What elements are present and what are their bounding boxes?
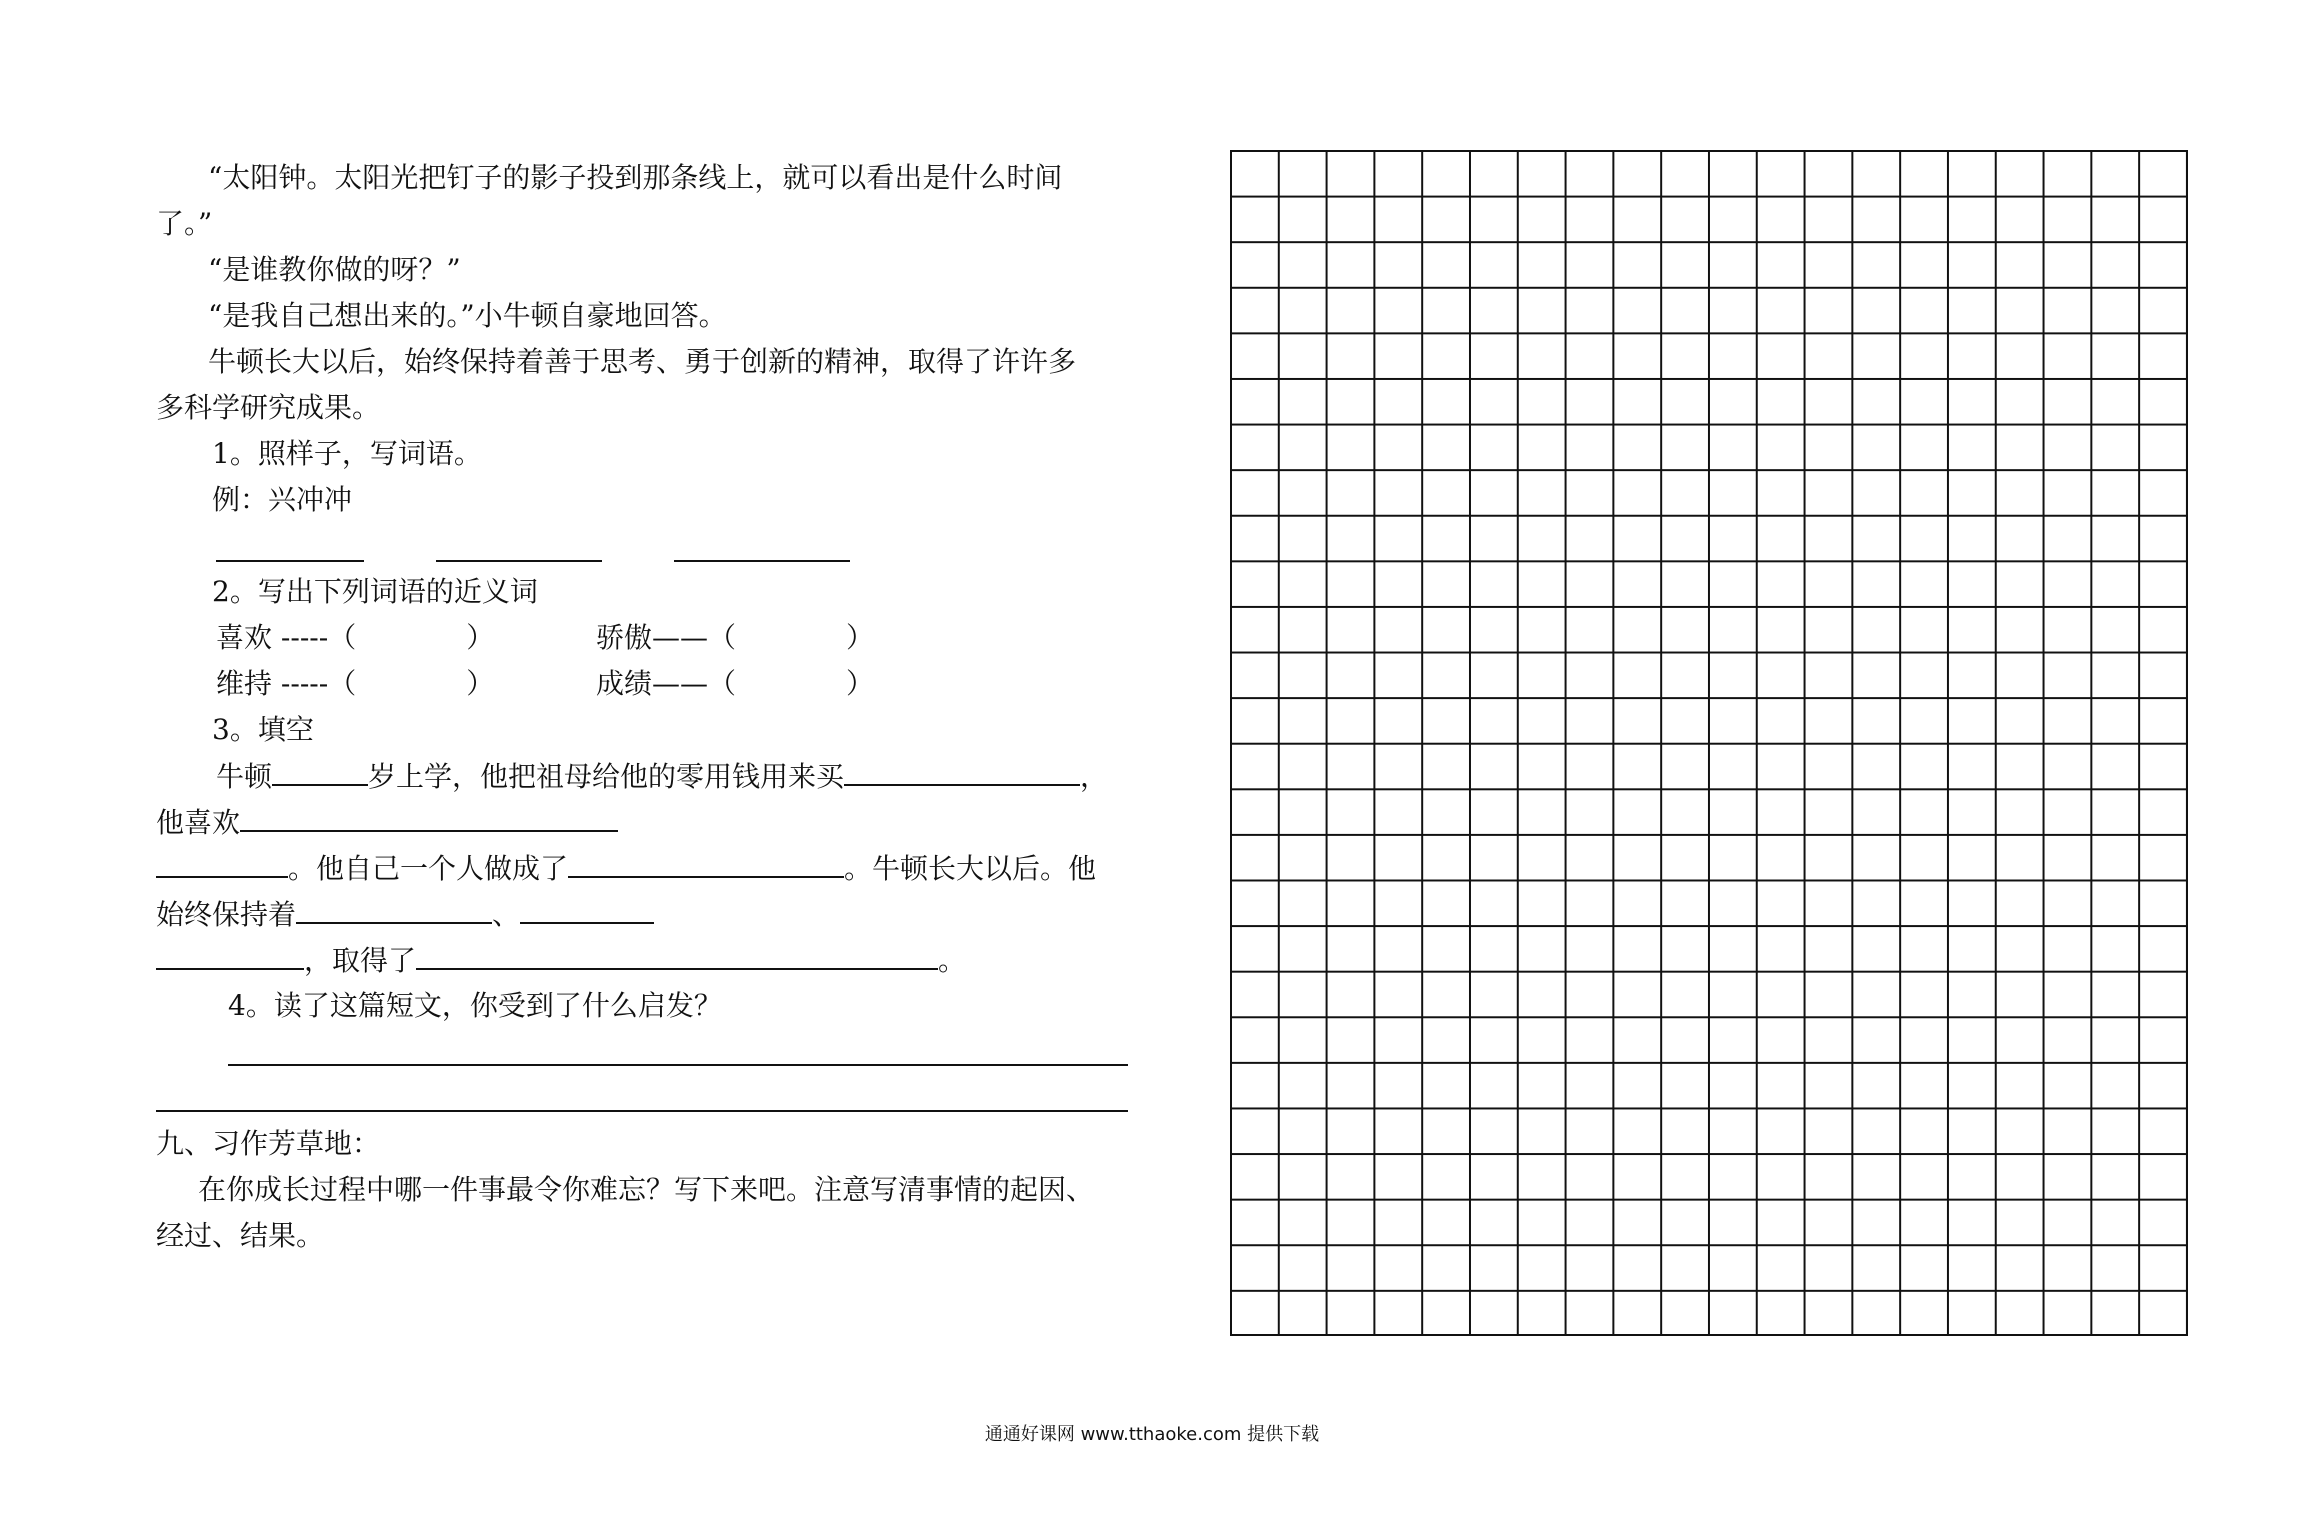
passage-line: “是我自己想出来的。”小牛顿自豪地回答。	[208, 299, 727, 332]
answer-blank[interactable]	[240, 802, 618, 832]
synonym-row	[216, 618, 874, 658]
answer-blank[interactable]	[156, 848, 288, 878]
footer-source: 通通好课网 www.tthaoke.com 提供下载	[984, 1424, 1320, 1445]
answer-blank[interactable]	[272, 756, 368, 786]
answer-blank[interactable]	[436, 560, 602, 562]
answer-blank[interactable]	[156, 940, 304, 970]
section-9-heading: 九、习作芳草地：	[156, 1127, 381, 1160]
fill-line: ，取得了 。	[156, 940, 966, 980]
answer-blank[interactable]	[568, 848, 844, 878]
writing-prompt-line: 在你成长过程中哪一件事最令你难忘？写下来吧。注意写清事情的起因、	[198, 1173, 1095, 1206]
passage-line: 了。”	[156, 207, 213, 240]
question-3-title: 3。填空	[212, 713, 314, 746]
answer-blank[interactable]	[520, 894, 654, 924]
answer-line[interactable]	[228, 1064, 1128, 1066]
synonym-item: 骄傲——（ ）	[596, 621, 875, 654]
answer-blank[interactable]	[296, 894, 492, 924]
synonym-item: 成绩——（ ）	[596, 667, 875, 700]
fill-line: 。他自己一个人做成了 。牛顿长大以后。他	[156, 848, 1096, 888]
passage-line: “太阳钟。太阳光把钉子的影子投到那条线上，就可以看出是什么时间	[208, 161, 1063, 194]
question-4-title: 4。读了这篇短文，你受到了什么启发？	[228, 989, 722, 1022]
answer-blank[interactable]	[216, 560, 364, 562]
synonym-item: 喜欢 -----（ ）	[216, 621, 495, 654]
answer-blank[interactable]	[844, 756, 1080, 786]
synonym-item: 维持 -----（ ）	[216, 667, 495, 700]
passage-line: 多科学研究成果。	[156, 391, 381, 424]
synonym-row	[216, 664, 874, 704]
answer-line[interactable]	[156, 1110, 1128, 1112]
passage-line: “是谁教你做的呀？”	[208, 253, 461, 286]
question-1-example: 例：兴冲冲	[212, 483, 353, 516]
writing-prompt-line: 经过、结果。	[156, 1219, 325, 1252]
answer-blank[interactable]	[416, 940, 938, 970]
question-1-title: 1。照样子，写词语。	[212, 437, 482, 470]
question-2-title: 2。写出下列词语的近义词	[212, 575, 538, 608]
passage-line: 牛顿长大以后，始终保持着善于思考、勇于创新的精神，取得了许许多	[208, 345, 1077, 378]
fill-line: 牛顿 岁上学，他把祖母给他的零用钱用来买 ，	[216, 756, 1108, 796]
fill-line: 他喜欢	[156, 802, 618, 842]
composition-writing-grid[interactable]	[1230, 150, 2188, 1336]
answer-blank[interactable]	[674, 560, 850, 562]
fill-line: 始终保持着 、	[156, 894, 654, 934]
